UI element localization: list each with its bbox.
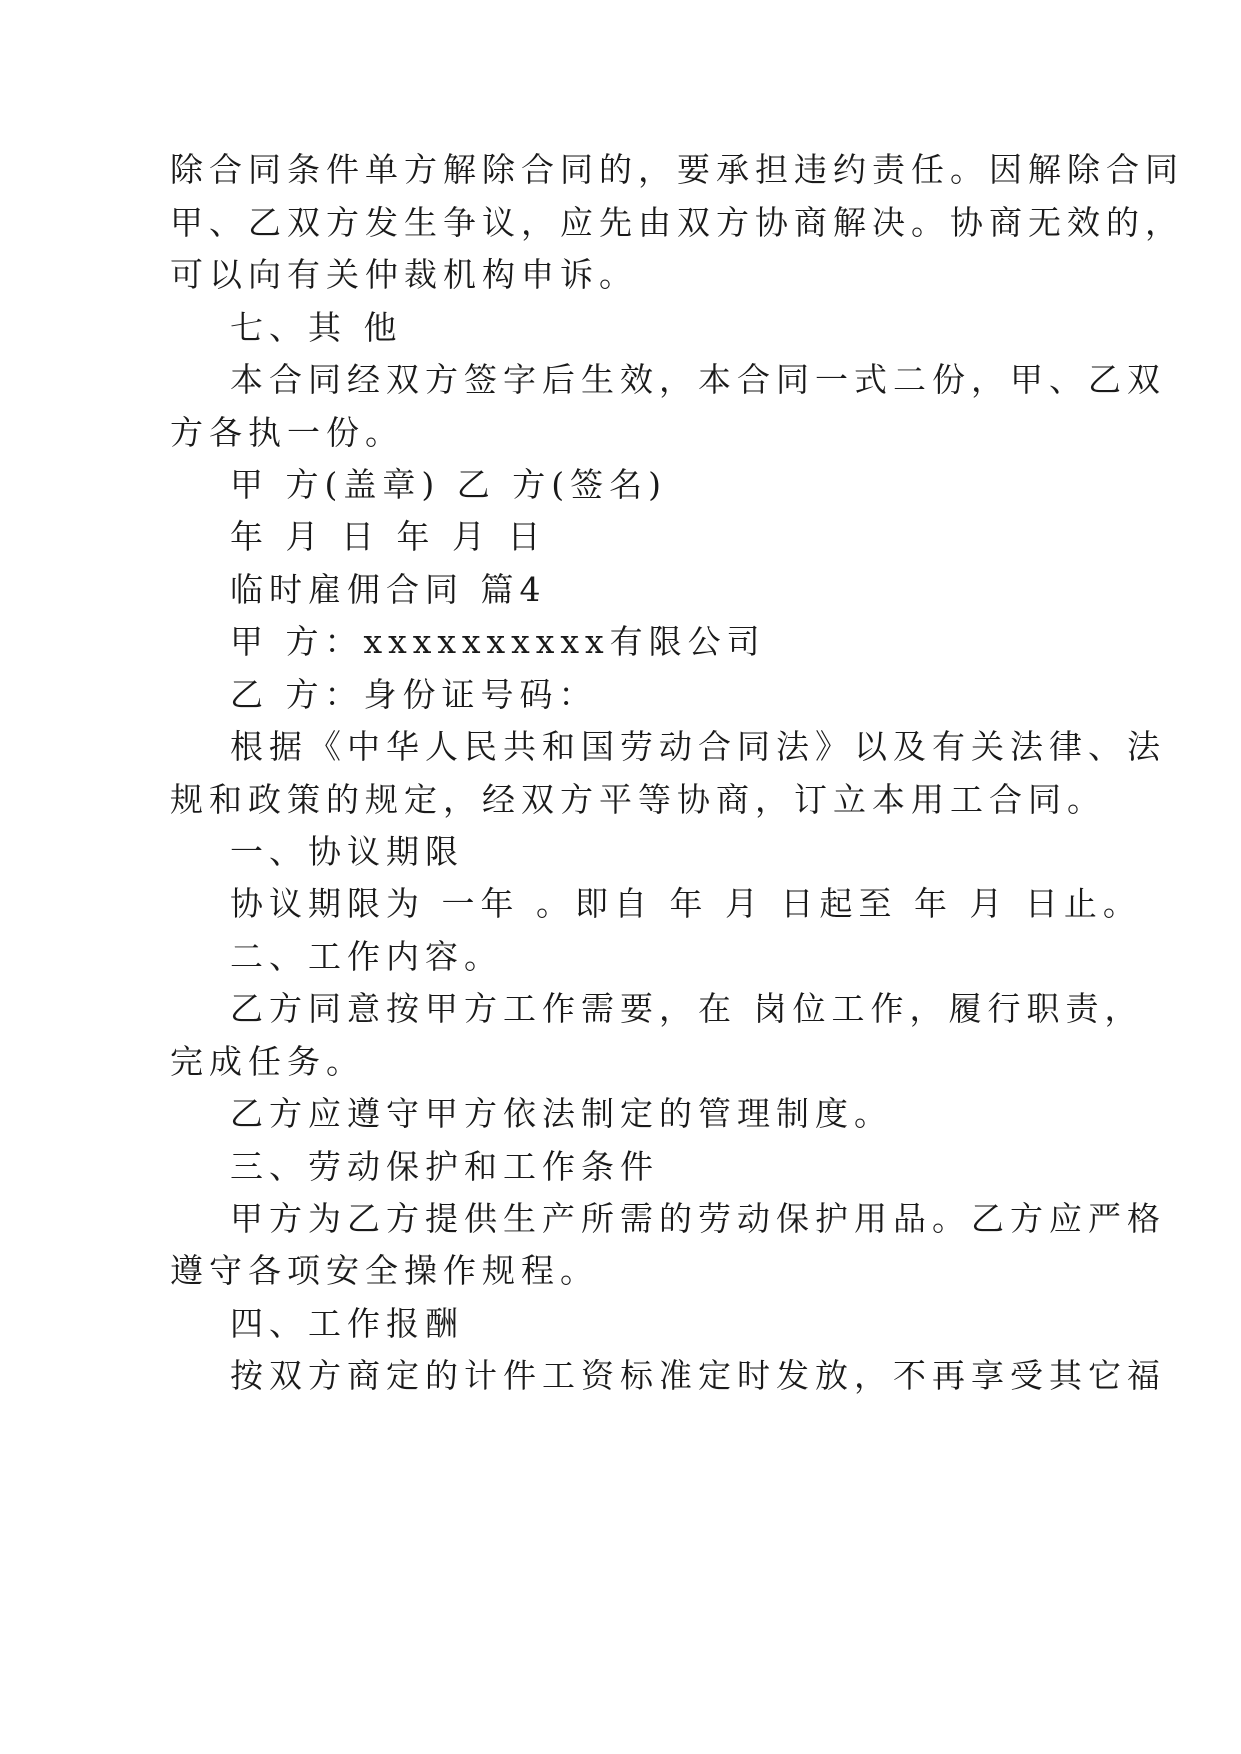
paragraph-line: 遵守各项安全操作规程。 <box>170 1251 599 1290</box>
paragraph-line: 完成任务。 <box>170 1042 365 1081</box>
section-heading: 二、工作内容。 <box>230 937 503 976</box>
paragraph-line: 按双方商定的计件工资标准定时发放，不再享受其它福 <box>230 1356 1166 1395</box>
section-heading: 七、其 他 <box>230 308 403 347</box>
paragraph-line: 方各执一份。 <box>170 413 404 452</box>
paragraph-line: 可以向有关仲裁机构申诉。 <box>170 255 638 294</box>
paragraph-line: 本合同经双方签字后生效，本合同一式二份，甲、乙双 <box>230 360 1166 399</box>
paragraph-line: 甲、乙双方发生争议，应先由双方协商解决。协商无效的， <box>170 203 1184 242</box>
paragraph-line: 协议期限为 一年 。即自 年 月 日起至 年 月 日止。 <box>230 884 1142 923</box>
paragraph-line: 规和政策的规定，经双方平等协商，订立本用工合同。 <box>170 780 1106 819</box>
paragraph-line: 乙方同意按甲方工作需要，在 岗位工作，履行职责， <box>230 989 1144 1028</box>
party-b-line: 乙 方：身份证号码： <box>230 675 598 714</box>
date-line: 年 月 日 年 月 日 <box>230 517 547 556</box>
paragraph-line: 乙方应遵守甲方依法制定的管理制度。 <box>230 1094 893 1133</box>
paragraph-line: 除合同条件单方解除合同的，要承担违约责任。因解除合同 <box>170 150 1184 189</box>
paragraph-line: 甲方为乙方提供生产所需的劳动保护用品。乙方应严格 <box>230 1199 1166 1238</box>
paragraph-line: 根据《中华人民共和国劳动合同法》以及有关法律、法 <box>230 727 1166 766</box>
section-heading: 四、工作报酬 <box>230 1304 464 1343</box>
contract-title: 临时雇佣合同 篇4 <box>230 570 547 609</box>
section-heading: 三、劳动保护和工作条件 <box>230 1147 659 1186</box>
party-a-line: 甲 方：xxxxxxxxxx有限公司 <box>230 622 766 661</box>
section-heading: 一、协议期限 <box>230 832 464 871</box>
signature-line: 甲 方(盖章) 乙 方(签名) <box>230 465 667 504</box>
